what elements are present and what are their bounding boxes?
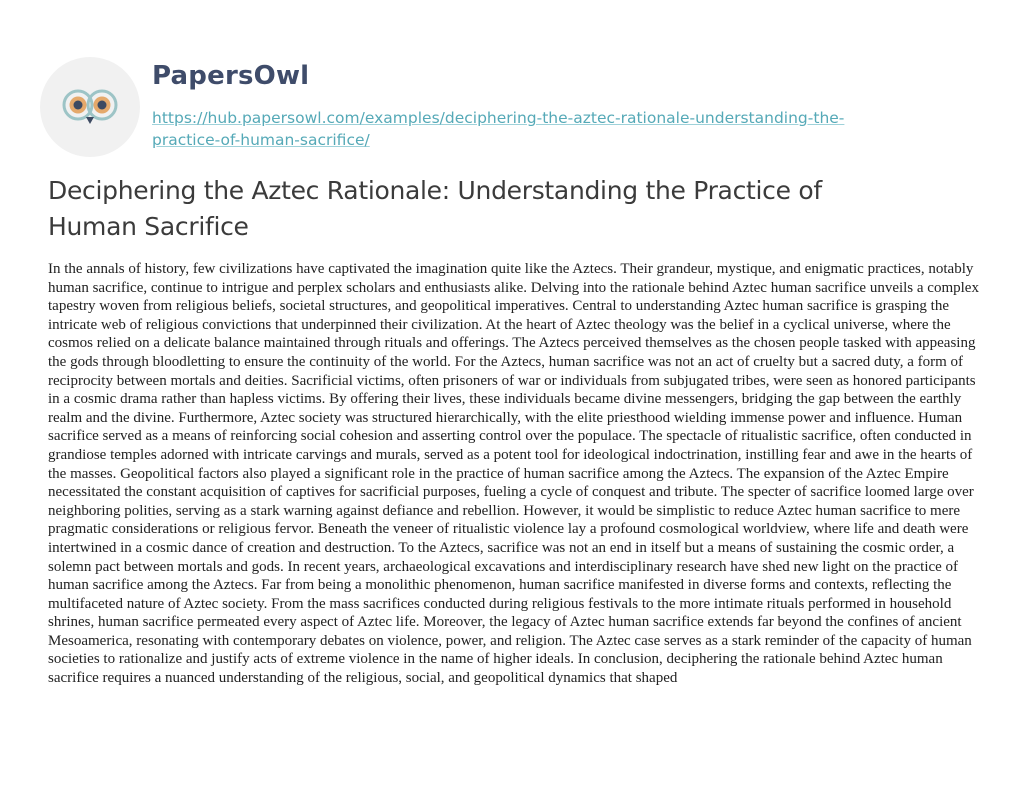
source-url-link[interactable]: https://hub.papersowl.com/examples/deciphering-the-aztec-rationale-understanding-the-practice-of-human-sacrifice/ bbox=[152, 109, 845, 149]
article-body: In the annals of history, few civilizations have captivated the imagination quite like the Aztecs. Their grandeur, mystique, and enigmatic practices, notably human sacrifice, continue to intrigue and perplex scholars and enthusiasts alike. Delving into the rationale behind Aztec human sacrifice unveils a complex tapestry woven from religious beliefs, societal structures, and geopolitical imperatives. Central to understanding Aztec human sacrifice is grasping the intricate web of religious convictions that underpinned their civilization. At the heart of Aztec theology was the belief in a cyclical universe, where the cosmos relied on a delicate balance maintained through rituals and offerings. The Aztecs perceived themselves as the chosen people tasked with appeasing the gods through bloodletting to ensure the continuity of the world. For the Aztecs, human sacrifice was not an act of cruelty but a sacred duty, a form of reciprocity between mortals and deities. Sacrificial victims, often prisoners of war or individuals from subjugated tribes, were seen as honored participants in a cosmic drama rather than hapless victims. By offering their lives, these individuals became divine messengers, bridging the gap between the earthly realm and the divine. Furthermore, Aztec society was structured hierarchically, with the elite priesthood wielding immense power and influence. Human sacrifice served as a means of reinforcing social cohesion and asserting control over the populace. The spectacle of ritualistic sacrifice, often conducted in grandiose temples adorned with intricate carvings and murals, served as a potent tool for ideological indoctrination, instilling fear and awe in the hearts of the masses. Geopolitical factors also played a significant role in the practice of human sacrifice among the Aztecs. The expansion of the Aztec Empire necessitated the constant acquisition of captives for sacrificial purposes, fueling a cycle of conquest and tribute. The specter of sacrifice loomed large over neighboring polities, serving as a stark warning against defiance and rebellion. However, it would be simplistic to reduce Aztec human sacrifice to mere pragmatic considerations or religious fervor. Beneath the veneer of ritualistic violence lay a profound cosmological worldview, where life and death were intertwined in a cosmic dance of creation and destruction. To the Aztecs, sacrifice was not an end in itself but a means of sustaining the cosmic order, a solemn pact between mortals and gods. In recent years, archaeological excavations and interdisciplinary research have shed new light on the practice of human sacrifice among the Aztecs. Far from being a monolithic phenomenon, human sacrifice manifested in diverse forms and contexts, reflecting the multifaceted nature of Aztec society. From the mass sacrifices conducted during religious festivals to the more intimate rituals performed in household shrines, human sacrifice permeated every aspect of Aztec life. Moreover, the legacy of Aztec human sacrifice extends far beyond the confines of ancient Mesoamerica, resonating with contemporary debates on violence, power, and religion. The Aztec case serves as a stark reminder of the capacity of human societies to rationalize and justify acts of extreme violence in the name of higher ideals. In conclusion, deciphering the rationale behind Aztec human sacrifice requires a nuanced understanding of the religious, social, and geopolitical dynamics that shaped bbox=[48, 261, 979, 687]
owl-logo-graphic bbox=[40, 57, 140, 157]
site-header bbox=[40, 55, 1000, 155]
page-title: Deciphering the Aztec Rationale: Understanding the Practice of Human Sacrifice bbox=[48, 176, 822, 241]
brand-name[interactable]: PapersOwl bbox=[152, 61, 310, 91]
owl-logo-icon bbox=[40, 57, 140, 157]
